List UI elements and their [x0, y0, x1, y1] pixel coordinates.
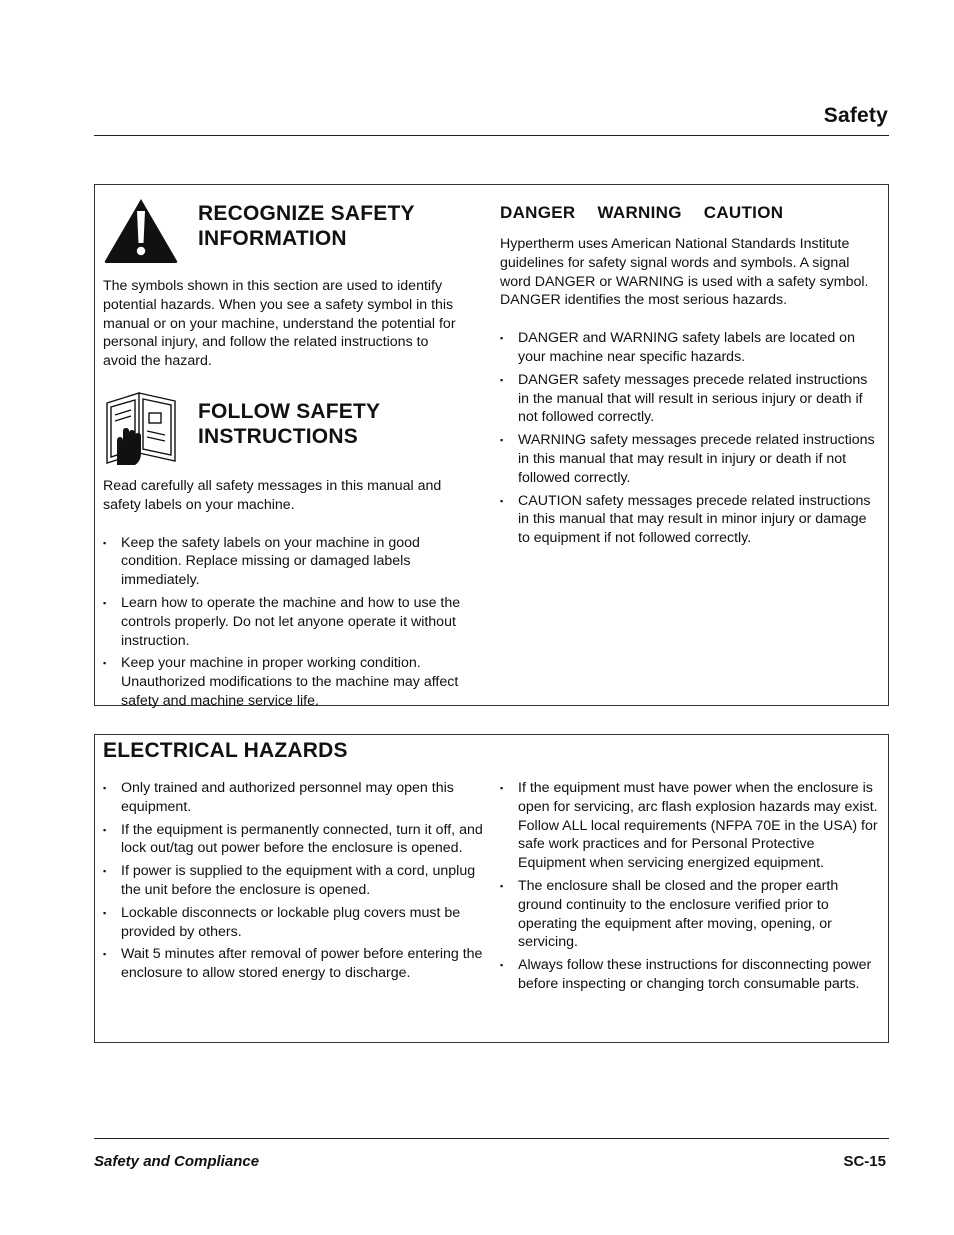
header-rule	[94, 135, 889, 136]
left-column	[103, 195, 465, 715]
recognize-heading	[103, 195, 465, 265]
footer-section-title: Safety and Compliance	[94, 1153, 260, 1170]
electrical-hazards-box	[94, 734, 889, 1043]
list-item: ▪ DANGER safety messages precede related instructions in the manual that will result in serious injury or death if not followed correctly.	[500, 371, 882, 427]
signal-words	[500, 203, 882, 223]
signal-word-danger: DANGER	[500, 203, 576, 222]
list-item: ▪ If power is supplied to the equipment with a cord, unplug the unit before the enclosure is opened.	[103, 862, 483, 900]
signal-body: Hypertherm uses American National Standards Institute guidelines for safety signal words and symbols. A signal word DANGER or WARNING is used with a safety symbol. DANGER identifies the most serious hazards.	[500, 236, 869, 309]
electrical-left-column	[103, 779, 483, 987]
safety-info-box	[94, 184, 889, 709]
follow-heading	[103, 389, 465, 467]
recognize-title-line2: INFORMATION	[198, 227, 347, 250]
electrical-left-list	[103, 779, 483, 983]
page-number: SC-15	[843, 1153, 886, 1170]
signal-word-caution: CAUTION	[703, 203, 784, 222]
list-item: ▪ Lockable disconnects or lockable plug covers must be provided by others.	[103, 904, 483, 942]
recognize-title-line1: RECOGNIZE SAFETY	[198, 202, 415, 225]
list-item: ▪ Keep your machine in proper working condition. Unauthorized modifications to the machine may affect safety and machine service life.	[103, 654, 465, 710]
list-item: ▪ WARNING safety messages precede related instructions in this manual that may result in injury or death if not followed correctly.	[500, 431, 882, 487]
follow-bullet-list	[103, 534, 465, 711]
footer-rule	[94, 1138, 889, 1139]
manual-hand-icon	[103, 389, 179, 467]
list-item: ▪ Only trained and authorized personnel may open this equipment.	[103, 779, 483, 817]
warning-triangle-icon	[103, 197, 179, 265]
list-item: ▪ If the equipment is permanently connected, turn it off, and lock out/tag out power before the enclosure is opened.	[103, 821, 483, 859]
list-item: ▪ If the equipment must have power when the enclosure is open for servicing, arc flash explosion hazards may exist. Follow ALL local requirements (NFPA 70E in the USA) for safe work practices and for Personal Protective Equipment when servicing energized equipment.	[500, 779, 882, 873]
list-item: ▪ Keep the safety labels on your machine in good condition. Replace missing or damaged labels immediately.	[103, 534, 465, 590]
list-item: ▪ The enclosure shall be closed and the proper earth ground continuity to the enclosure verified prior to operating the equipment after moving, opening, or servicing.	[500, 877, 882, 952]
follow-title-line2: INSTRUCTIONS	[198, 424, 358, 448]
list-item: ▪ Always follow these instructions for disconnecting power before inspecting or changing torch consumable parts.	[500, 956, 882, 994]
signal-bullet-list	[500, 329, 882, 548]
recognize-body: The symbols shown in this section are used to identify potential hazards. When you see a safety symbol in this manual or on your machine, understand the potential for personal injury, and follow the related instructions to avoid the hazard.	[103, 278, 456, 370]
signal-word-warning: WARNING	[597, 203, 682, 222]
list-item: ▪ DANGER and WARNING safety labels are located on your machine near specific hazards.	[500, 329, 882, 367]
recognize-title	[198, 201, 415, 251]
list-item: ▪ Wait 5 minutes after removal of power before entering the enclosure to allow stored energy to discharge.	[103, 945, 483, 983]
electrical-right-column	[500, 779, 882, 998]
follow-title	[198, 399, 380, 449]
electrical-title: ELECTRICAL HAZARDS	[103, 739, 348, 762]
follow-body: Read carefully all safety messages in this manual and safety labels on your machine.	[103, 477, 442, 513]
follow-title-line1: FOLLOW SAFETY	[198, 399, 381, 423]
page-header-title: Safety	[823, 104, 888, 127]
list-item: ▪ CAUTION safety messages precede related instructions in this manual that may result in minor injury or damage to equipment if not followed correctly.	[500, 492, 882, 548]
right-column	[500, 203, 882, 552]
electrical-right-list	[500, 779, 882, 994]
list-item: ▪ Learn how to operate the machine and how to use the controls properly. Do not let anyone operate it without instruction.	[103, 594, 465, 650]
